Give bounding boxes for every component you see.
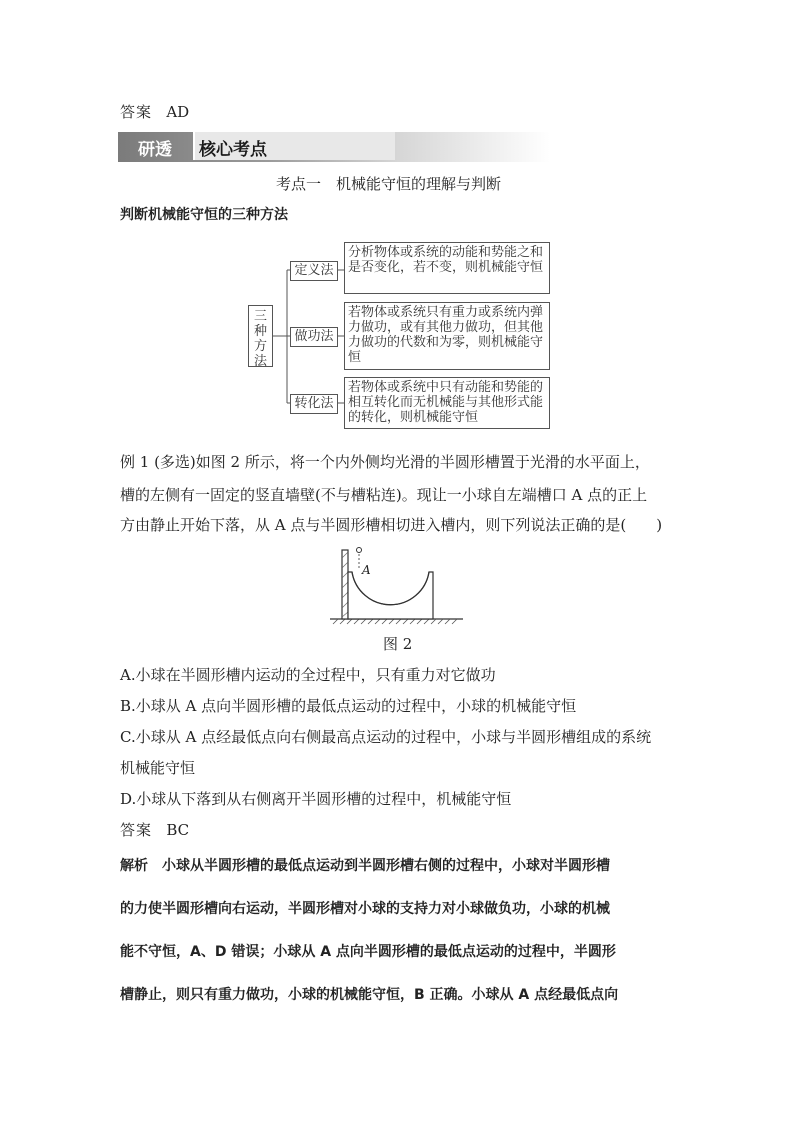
method-definition-desc-box — [344, 242, 550, 294]
answer-value: BC — [166, 821, 190, 839]
banner-right-box — [193, 132, 395, 160]
method-work-box — [290, 327, 338, 347]
answer-label: 答案 — [120, 103, 153, 121]
method-work-name: 做功法 — [294, 329, 334, 344]
method-work-desc: 若物体或系统只有重力或系统内弹力做功，或有其他力做功，但其他力做功的代数和为零，则机械能守恒 — [348, 305, 544, 365]
subheading: 判断机械能守恒的三种方法 — [120, 207, 288, 223]
analysis-line-3: 能不守恒，A、D 错误；小球从 A 点向半圆形槽的最低点运动的过程中，半圆形 — [120, 944, 616, 960]
method-definition-box — [290, 261, 338, 281]
method-transform-name: 转化法 — [294, 396, 334, 411]
method-transform-box — [290, 394, 338, 414]
section-title: 考点一 机械能守恒的理解与判断 — [276, 175, 502, 193]
root-label: 三种方法 — [254, 309, 268, 369]
method-transform-desc: 若物体或系统中只有动能和势能的相互转化而无机械能与其他形式能的转化，则机械能守恒 — [348, 380, 544, 425]
answer-value: AD — [166, 103, 190, 121]
section-banner — [118, 132, 550, 162]
method-definition-desc: 分析物体或系统的动能和势能之和是否变化，若不变，则机械能守恒 — [348, 245, 544, 275]
analysis-line-2: 的力使半圆形槽向右运动，半圆形槽对小球的支持力对小球做负功，小球的机械 — [120, 901, 610, 917]
example-line-1: 例 1 (多选)如图 2 所示，将一个内外侧均光滑的半圆形槽置于光滑的水平面上， — [120, 453, 650, 471]
option-a: A.小球在半圆形槽内运动的全过程中，只有重力对它做功 — [120, 666, 496, 684]
option-d: D.小球从下落到从右侧离开半圆形槽的过程中，机械能守恒 — [120, 790, 512, 808]
answer-label: 答案 — [120, 821, 153, 839]
answer-line-1 — [120, 102, 189, 122]
example-paragraph — [120, 452, 662, 535]
example-line-2: 槽的左侧有一固定的竖直墙壁(不与槽粘连)。现让一小球自左端槽口 A 点的正上 — [120, 486, 648, 504]
root-box — [248, 305, 273, 367]
answer-line-2 — [120, 820, 189, 840]
figure-2 — [330, 546, 465, 628]
figure-caption: 图 2 — [383, 635, 413, 653]
option-c: C.小球从 A 点经最低点向右侧最高点运动的过程中，小球与半圆形槽组成的系统 — [120, 728, 652, 746]
analysis-line-4: 槽静止，则只有重力做功，小球的机械能守恒，B 正确。小球从 A 点经最低点向 — [120, 987, 619, 1003]
banner-right-text: 核心考点 — [199, 140, 267, 160]
option-b: B.小球从 A 点向半圆形槽的最低点运动的过程中，小球的机械能守恒 — [120, 697, 577, 715]
figure-point-label: A — [362, 563, 371, 577]
method-transform-desc-box — [344, 377, 550, 429]
method-work-desc-box — [344, 302, 550, 370]
banner-left-text: 研透 — [138, 140, 172, 160]
trough-figure — [330, 546, 465, 628]
method-definition-name: 定义法 — [294, 263, 334, 278]
analysis-line-1: 解析 小球从半圆形槽的最低点运动到半圆形槽右侧的过程中，小球对半圆形槽 — [120, 858, 610, 874]
option-c-continued: 机械能守恒 — [120, 759, 196, 777]
method-diagram — [244, 240, 554, 430]
example-line-3: 方由静止开始下落，从 A 点与半圆形槽相切进入槽内，则下列说法正确的是( ) — [120, 516, 663, 534]
